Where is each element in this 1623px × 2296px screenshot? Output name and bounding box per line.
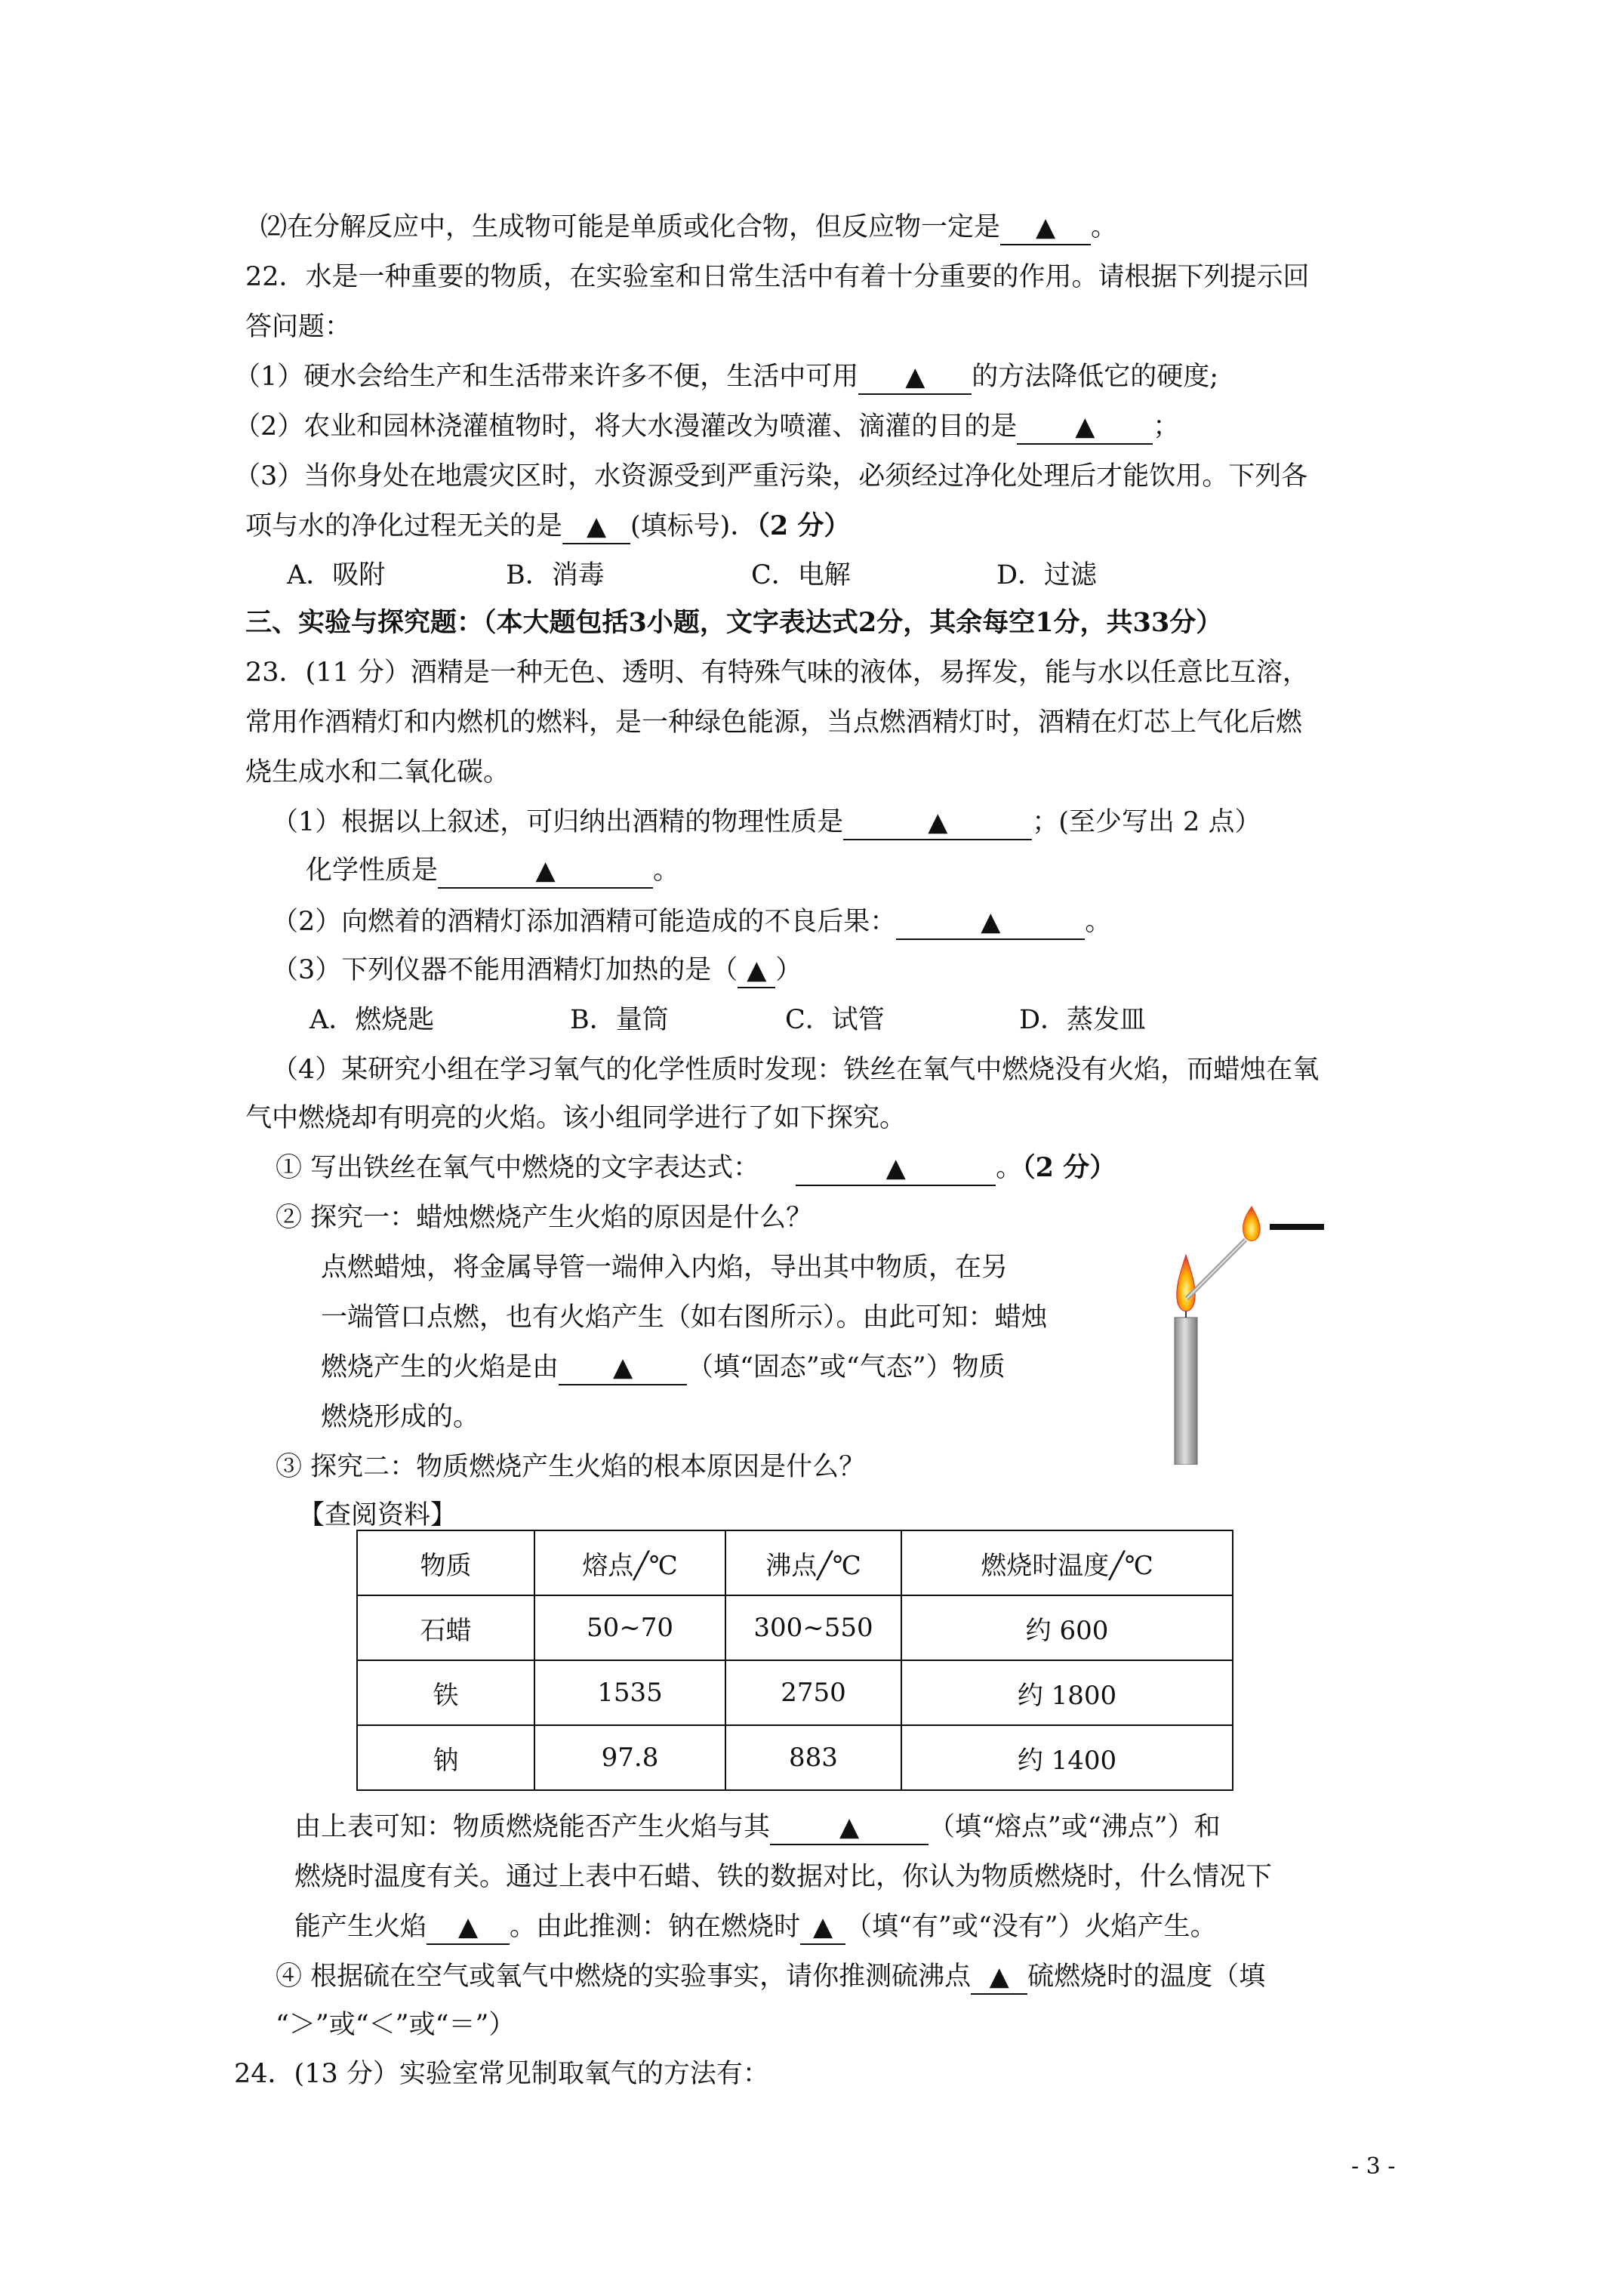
q23-circle2-line1: ② 探究一：蜡烛燃烧产生火焰的原因是什么？ (276, 1203, 813, 1233)
table-cell: 883 (725, 1725, 901, 1790)
answer-blank: ▲ (843, 806, 1032, 840)
metal-tube-highlight (1187, 1240, 1246, 1299)
q22-part2-line: （2）农业和园林浇灌植物时，将大水漫灌改为喷灌、滴灌的目的是 ▲ ； (234, 408, 1179, 445)
q22-option-b: B．消毒 (506, 560, 605, 590)
answer-blank: ▲ (858, 360, 972, 395)
table-cell: 铁 (357, 1660, 534, 1725)
data-table (356, 1530, 1233, 1791)
q23-circle4-line2: “＞”或“＜”或“＝”） (276, 2010, 516, 2040)
answer-blank: ▲ (559, 1351, 687, 1385)
q24-intro: 24．(13 分）实验室常见制取氧气的方法有： (234, 2059, 769, 2089)
table-cell: 约 1800 (901, 1660, 1233, 1725)
q23-option-d: D．蒸发皿 (1019, 1005, 1147, 1035)
candle-body (1175, 1318, 1197, 1465)
table-header-cell: 熔点╱℃ (534, 1530, 725, 1595)
answer-blank: ▲ (427, 1910, 510, 1945)
tube-end-flame-icon (1243, 1207, 1260, 1241)
q23-intro-line2: 常用作酒精灯和内燃机的燃料，是一种绿色能源，当点燃酒精灯时，酒精在灯芯上气化后燃 (245, 707, 1303, 738)
q23-circle2-line4: 燃烧产生的火焰是由 ▲ （填“固态”或“气态”）物质 (321, 1348, 1006, 1386)
q21-part2-line: ⑵在分解反应中，生成物可能是单质或化合物，但反应物一定是 ▲ 。 (260, 208, 1117, 246)
answer-blank: ▲ (800, 1910, 845, 1945)
table-row (357, 1595, 1233, 1660)
q23-circle3-line4: 燃烧时温度有关。通过上表中石蜡、铁的数据对比，你认为物质燃烧时，什么情况下 (294, 1862, 1273, 1892)
q23-option-c: C．试管 (785, 1005, 885, 1035)
answer-blank: ▲ (796, 1151, 996, 1186)
answer-blank: ▲ (738, 954, 775, 988)
q22-option-c: C．电解 (751, 560, 851, 590)
q23-circle3-line1: ③ 探究二：物质燃烧产生火焰的根本原因是什么？ (276, 1452, 866, 1482)
table-cell: 2750 (725, 1660, 901, 1725)
table-header-cell: 沸点╱℃ (725, 1530, 901, 1595)
answer-blank: ▲ (896, 905, 1085, 940)
q23-part3-line: （3）下列仪器不能用酒精灯加热的是（ ▲ ） (272, 951, 802, 989)
holder-bar (1270, 1224, 1324, 1230)
candle-flame-icon (1177, 1255, 1196, 1311)
q23-circle2-line2: 点燃蜡烛，将金属导管一端伸入内焰，导出其中物质，在另 (321, 1253, 1009, 1283)
answer-blank: ▲ (1017, 410, 1153, 445)
q23-circle4-line1: ④ 根据硫在空气或氧气中燃烧的实验事实，请你推测硫沸点 ▲ 硫燃烧时的温度（填 (276, 1958, 1265, 1996)
q22-part1-line: （1）硬水会给生产和生活带来许多不便，生活中可用 ▲ 的方法降低它的硬度; (234, 358, 1218, 396)
q23-circle3-line3: 由上表可知：物质燃烧能否产生火焰与其 ▲ （填“熔点”或“沸点”）和 (294, 1808, 1221, 1846)
q22-option-a: A．吸附 (287, 560, 386, 590)
table-cell: 50~70 (534, 1595, 725, 1660)
table-cell: 约 1400 (901, 1725, 1233, 1790)
q22-option-d: D．过滤 (996, 560, 1098, 590)
q22-part3-line1: （3）当你身处在地震灾区时，水资源受到严重污染，必须经过净化处理后才能饮用。下列各 (234, 461, 1308, 492)
page-number: - 3 - (1351, 2153, 1396, 2180)
q23-part1-line: （1）根据以上叙述，可归纳出酒精的物理性质是 ▲ ；(至少写出 2 点） (272, 803, 1261, 841)
q23-part4-line1: （4）某研究小组在学习氧气的化学性质时发现：铁丝在氧气中燃烧没有火焰，而蜡烛在氧 (272, 1055, 1320, 1085)
table-row (357, 1660, 1233, 1725)
q23-circle3-line2: 【查阅资料】 (298, 1500, 457, 1530)
table-cell: 97.8 (534, 1725, 725, 1790)
q23-option-b: B．量筒 (570, 1005, 669, 1035)
table-cell: 钠 (357, 1725, 534, 1790)
answer-blank: ▲ (1000, 211, 1091, 245)
answer-blank: ▲ (971, 1960, 1027, 1995)
table-cell: 1535 (534, 1660, 725, 1725)
candle-experiment-illustration (1163, 1193, 1344, 1465)
q23-intro-line3: 烧生成水和二氧化碳。 (245, 757, 510, 787)
q23-part4-line2: 气中燃烧却有明亮的火焰。该小组同学进行了如下探究。 (245, 1103, 907, 1133)
answer-blank: ▲ (438, 854, 653, 889)
table-cell: 300~550 (725, 1595, 901, 1660)
table-header-cell: 物质 (357, 1530, 534, 1595)
table-header-cell: 燃烧时温度╱℃ (901, 1530, 1233, 1595)
table-cell: 石蜡 (357, 1595, 534, 1660)
q23-part1-line2: 化学性质是 ▲ 。 (306, 852, 679, 889)
table-header-row (357, 1530, 1233, 1595)
q22-intro-line2: 答问题： (245, 312, 352, 342)
section3-heading: 三、实验与探究题：（本大题包括3小题，文字表达式2分，其余每空1分，共33分） (245, 607, 1223, 638)
table-cell: 约 600 (901, 1595, 1233, 1660)
q22-part3-line2: 项与水的净化过程无关的是 ▲ (填标号)．（2 分） (245, 507, 850, 545)
q23-part2-line: （2）向燃着的酒精灯添加酒精可能造成的不良后果： ▲ 。 (272, 903, 1111, 941)
table-row (357, 1725, 1233, 1790)
q23-circle1-line: ① 写出铁丝在氧气中燃烧的文字表达式： ▲ 。（2 分） (276, 1149, 1116, 1187)
answer-blank: ▲ (562, 510, 630, 544)
q23-circle2-line3: 一端管口点燃，也有火焰产生（如右图所示）。由此可知：蜡烛 (321, 1302, 1048, 1333)
q23-option-a: A．燃烧匙 (310, 1005, 435, 1035)
q23-circle2-line5: 燃烧形成的。 (321, 1402, 480, 1432)
q23-circle3-line5: 能产生火焰 ▲ 。由此推测：钠在燃烧时 ▲ （填“有”或“没有”）火焰产生。 (294, 1908, 1217, 1946)
q22-intro-line1: 22．水是一种重要的物质，在实验室和日常生活中有着十分重要的作用。请根据下列提示回 (245, 262, 1310, 292)
answer-blank: ▲ (770, 1811, 929, 1845)
q23-intro-line1: 23．(11 分）酒精是一种无色、透明、有特殊气味的液体，易挥发，能与水以任意比互溶， (245, 658, 1309, 688)
